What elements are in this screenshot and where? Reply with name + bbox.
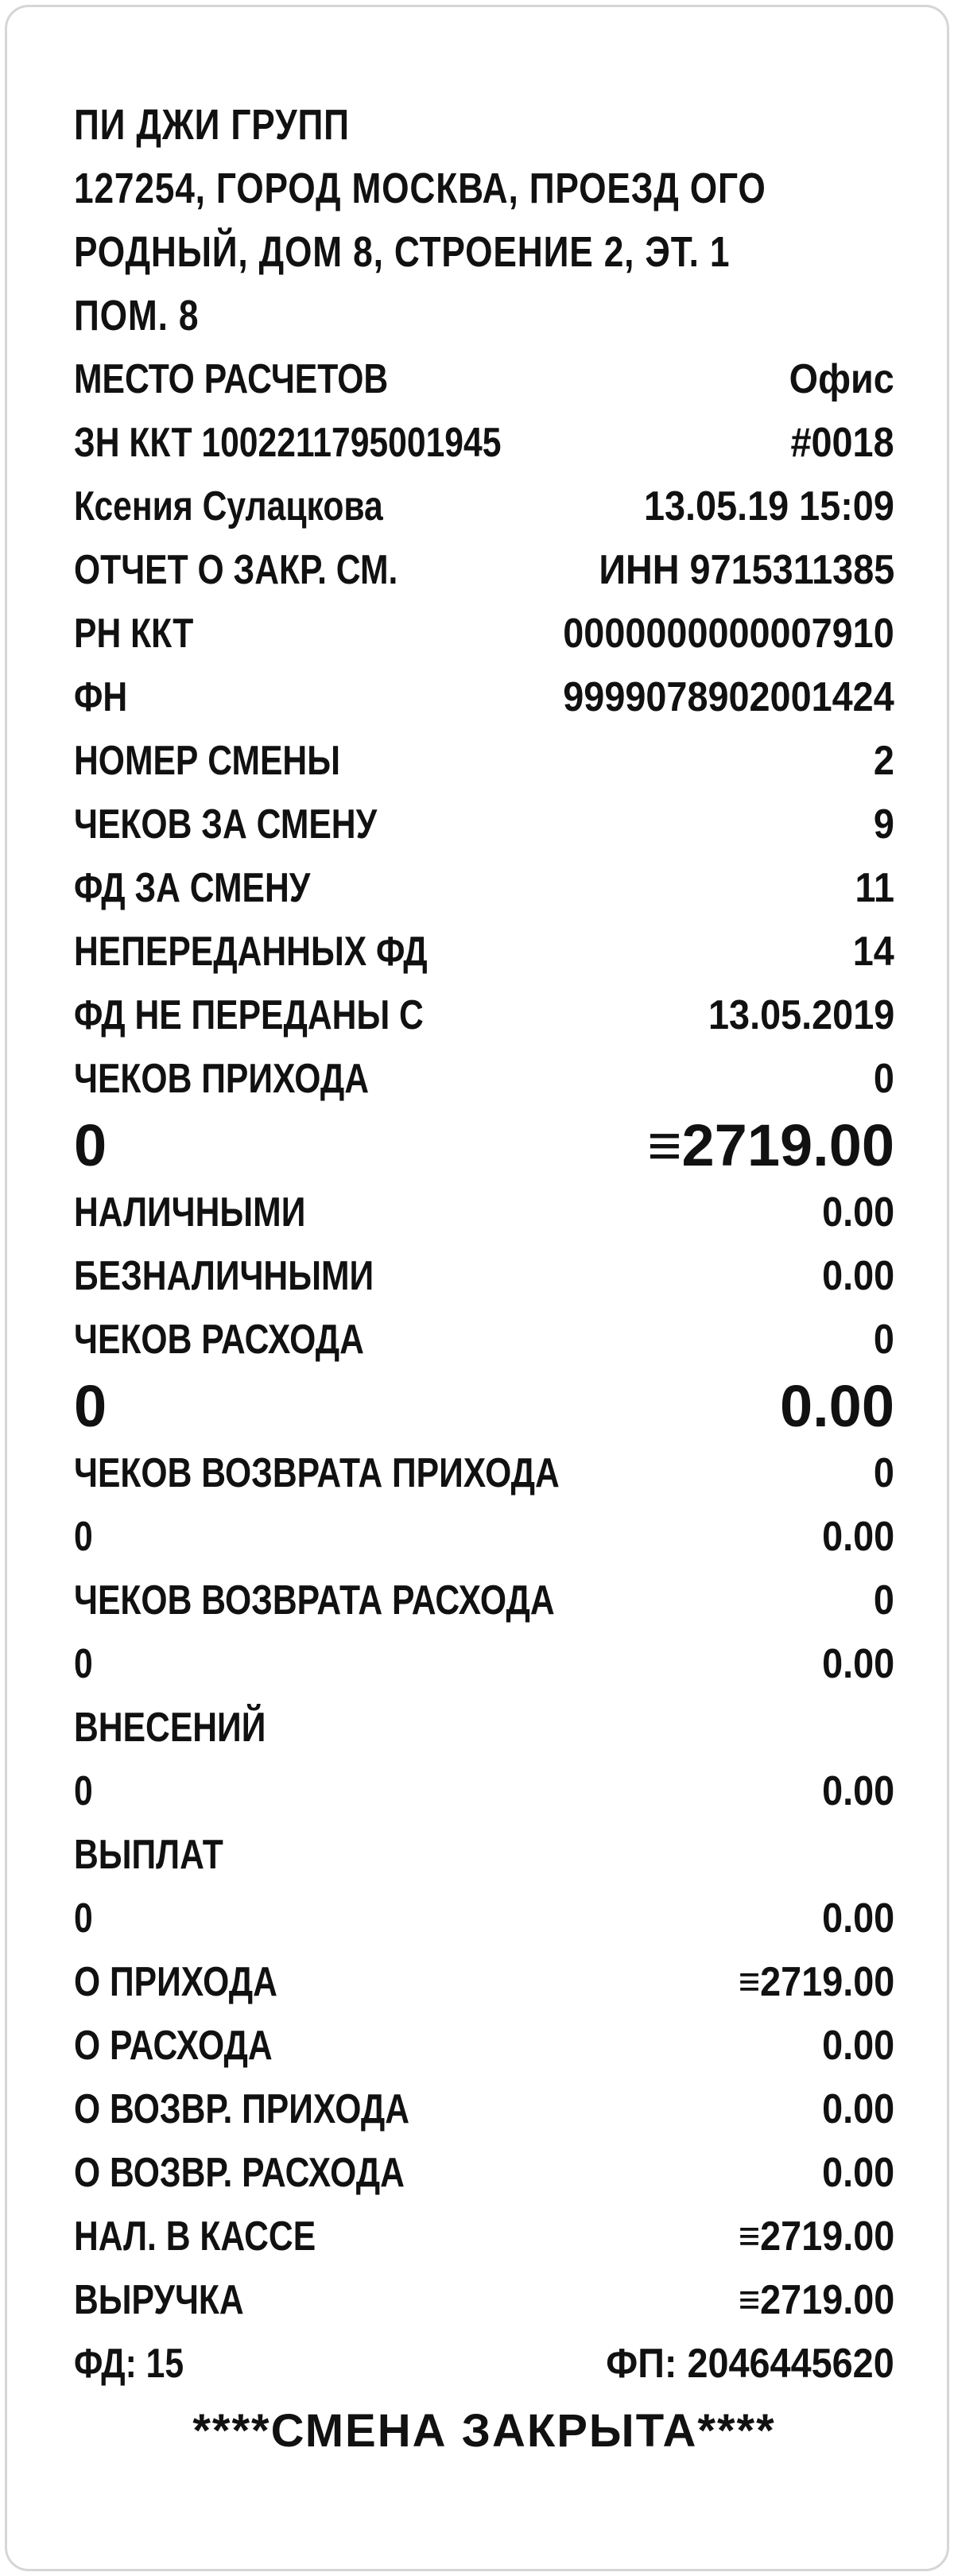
receipt-row <box>74 1441 894 1505</box>
receipt-row <box>74 1047 894 1111</box>
receipt-row-value: 0.00 <box>821 2150 894 2196</box>
receipt-row-value: ≡2719.00 <box>738 2277 894 2323</box>
receipt-row-value: Офис <box>789 356 894 402</box>
receipt-row-value: 0 <box>873 1317 894 1363</box>
receipt-row-value: 13.05.2019 <box>708 992 894 1038</box>
receipt-row-value: 2 <box>873 738 894 784</box>
receipt-row <box>74 1505 894 1569</box>
income-total-row <box>74 1111 894 1181</box>
receipt-row-label: ЧЕКОВ ПРИХОДА <box>74 1056 370 1102</box>
receipt-row <box>74 1759 894 1823</box>
receipt-row-value: 0.00 <box>821 1641 894 1687</box>
receipt-row-label: ЧЕКОВ ВОЗВРАТА ПРИХОДА <box>74 1450 560 1496</box>
receipt-row <box>74 729 894 793</box>
receipt-row-label: О ПРИХОДА <box>74 1959 277 2005</box>
receipt-row <box>74 602 894 665</box>
receipt-row-value: 0 <box>873 1056 894 1102</box>
receipt-content <box>74 93 894 2467</box>
address-line-3 <box>74 284 894 347</box>
receipt-row-label: 0 <box>74 1641 93 1687</box>
address-line-2-text: РОДНЫЙ, ДОМ 8, СТРОЕНИЕ 2, ЭТ. 1 <box>74 228 731 276</box>
receipt-row <box>74 856 894 920</box>
receipt-row-label: О ВОЗВР. РАСХОДА <box>74 2150 405 2196</box>
receipt-row-label: ЧЕКОВ ВОЗВРАТА РАСХОДА <box>74 1577 555 1624</box>
shift-closed-banner: ****СМЕНА ЗАКРЫТА**** <box>192 2405 776 2457</box>
receipt-row <box>74 1887 894 1950</box>
receipt-row-value: ≡2719.00 <box>738 2213 894 2260</box>
receipt-row-label: ВНЕСЕНИЙ <box>74 1705 266 1751</box>
expense-total-row <box>74 1371 894 1441</box>
address-line-3-text: ПОМ. 8 <box>74 292 200 339</box>
receipt-row-value: 11 <box>855 865 894 911</box>
receipt-row-value: 0.00 <box>821 2023 894 2069</box>
receipt-row <box>74 2268 894 2332</box>
receipt-row-value: 9999078902001424 <box>563 674 894 720</box>
receipt-row <box>74 1569 894 1632</box>
receipt-row-label: БЕЗНАЛИЧНЫМИ <box>74 1253 374 1299</box>
receipt-row <box>74 665 894 729</box>
receipt-row <box>74 1181 894 1244</box>
receipt-row <box>74 1632 894 1696</box>
receipt-row <box>74 2014 894 2077</box>
receipt-row-label: ЧЕКОВ ЗА СМЕНУ <box>74 801 378 848</box>
receipt-row-value: 0.00 <box>821 1189 894 1236</box>
receipt-row-value: #0018 <box>790 420 894 466</box>
receipt-row <box>74 538 894 602</box>
receipt-row <box>74 475 894 538</box>
receipt-row <box>74 1950 894 2014</box>
receipt-rows-3 <box>74 1441 894 2396</box>
receipt-row-label: ВЫПЛАТ <box>74 1832 223 1878</box>
receipt-row-value: 0.00 <box>821 1768 894 1814</box>
receipt-row-label: НАЛИЧНЫМИ <box>74 1189 306 1236</box>
receipt-row-value: ≡2719.00 <box>738 1959 894 2005</box>
receipt-rows-1 <box>74 347 894 1111</box>
receipt-row <box>74 1308 894 1371</box>
receipt-row-value: 0 <box>873 1450 894 1496</box>
receipt-row-label: ФД НЕ ПЕРЕДАНЫ С <box>74 992 424 1038</box>
receipt-row-label: ФД: 15 <box>74 2341 184 2387</box>
receipt-row-label: МЕСТО РАСЧЕТОВ <box>74 356 389 402</box>
receipt-row <box>74 983 894 1047</box>
receipt-row-value: 14 <box>852 929 894 975</box>
company-name-text: ПИ ДЖИ ГРУПП <box>74 101 350 149</box>
receipt-row-label: ЗН ККТ 1002211795001945 <box>74 420 502 466</box>
receipt-row-value: 0.00 <box>821 2086 894 2132</box>
receipt-row-value: 0.00 <box>821 1253 894 1299</box>
receipt-row-label: НЕПЕРЕДАННЫХ ФД <box>74 929 428 975</box>
receipt-row-value: 0 <box>873 1577 894 1624</box>
receipt-row-label: О ВОЗВР. ПРИХОДА <box>74 2086 410 2132</box>
receipt-row-label: НОМЕР СМЕНЫ <box>74 738 340 784</box>
receipt-row-label: 0 <box>74 1895 93 1942</box>
income-total-value: ≡2719.00 <box>647 1112 894 1178</box>
income-total-label: 0 <box>74 1112 107 1178</box>
receipt-row-value: 0.00 <box>821 1514 894 1560</box>
receipt-row-value: 0000000000007910 <box>563 611 894 657</box>
receipt-row-label: ВЫРУЧКА <box>74 2277 244 2323</box>
receipt-row <box>74 1696 894 1759</box>
receipt-row <box>74 793 894 856</box>
receipt-row-value: 0.00 <box>821 1895 894 1942</box>
receipt-row <box>74 2077 894 2141</box>
receipt-row-label: Ксения Сулацкова <box>74 483 383 530</box>
company-name <box>74 93 894 157</box>
receipt <box>5 5 949 2571</box>
receipt-row-label: РН ККТ <box>74 611 194 657</box>
receipt-row-label: ОТЧЕТ О ЗАКР. СМ. <box>74 547 398 593</box>
receipt-row-value: ИНН 9715311385 <box>599 547 894 593</box>
expense-total-value: 0.00 <box>779 1373 894 1439</box>
address-line-1-text: 127254, ГОРОД МОСКВА, ПРОЕЗД ОГО <box>74 165 766 212</box>
receipt-row <box>74 2205 894 2268</box>
receipt-row-label: 0 <box>74 1768 93 1814</box>
address-line-1 <box>74 157 894 220</box>
receipt-row-label: НАЛ. В КАССЕ <box>74 2213 316 2260</box>
receipt-row <box>74 411 894 475</box>
receipt-row-label: ФД ЗА СМЕНУ <box>74 865 311 911</box>
receipt-row-value: 13.05.19 15:09 <box>644 483 894 530</box>
receipt-row <box>74 1823 894 1887</box>
address-line-2 <box>74 220 894 284</box>
receipt-row <box>74 920 894 983</box>
receipt-row <box>74 347 894 411</box>
receipt-row <box>74 2141 894 2205</box>
receipt-rows-2 <box>74 1181 894 1371</box>
receipt-row <box>74 2332 894 2396</box>
receipt-row-value: ФП: 2046445620 <box>606 2341 894 2387</box>
receipt-row-label: ФН <box>74 674 128 720</box>
receipt-row <box>74 1244 894 1308</box>
receipt-row-label: О РАСХОДА <box>74 2023 273 2069</box>
expense-total-label: 0 <box>74 1373 107 1439</box>
receipt-row-label: ЧЕКОВ РАСХОДА <box>74 1317 364 1363</box>
receipt-row-label: 0 <box>74 1514 93 1560</box>
receipt-row-value: 9 <box>873 801 894 848</box>
